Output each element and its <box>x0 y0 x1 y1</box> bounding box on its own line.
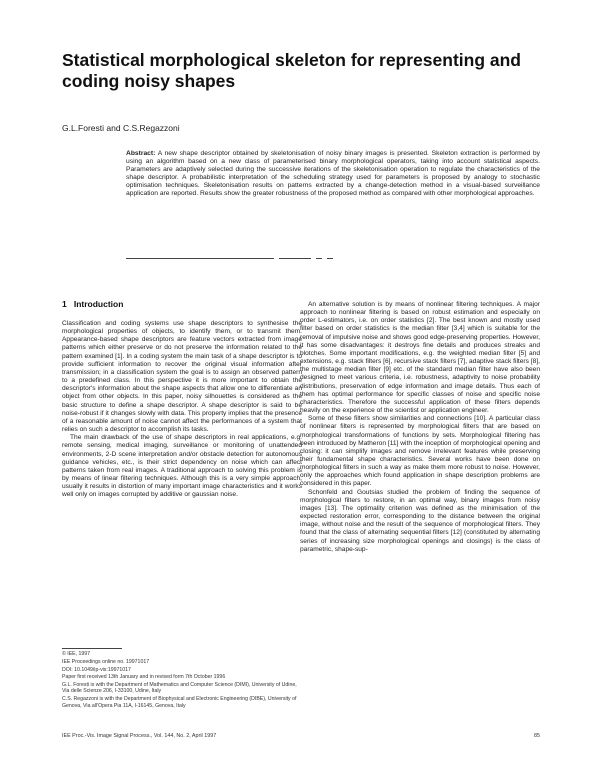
separator-rule-3 <box>316 258 322 259</box>
body-paragraph: Schonfeld and Goutsias studied the problem of finding the sequence of morphological filters to restore, in an optimal way, binary images from noisy images [13]. The optimality criterion was defined as the minimisation of the expected restoration error, corresponding to the distance between the original image, without noise and the result of the sequence of morphological filters. They found that the class of alternating sequential filters [12] (constituted by alternating series of increasing size morphological openings and closings) is the class of parametric, shape-sup- <box>300 488 540 553</box>
body-paragraph: The main drawback of the use of shape descriptors in real applications, e.g. remote sensing, medical imaging, surveillance or monitoring of unattended environments, 2-D scene interpretation and/or obstacle detection for autonomous guidance vehicles, etc., is their strict dependency on noise which can affect patterns taken from real images. A traditional approach to solving this problem is by means of linear filtering techniques. Although this is a very simple approach, usually it results in distortion of many important image characteristics and it works well only on images corrupted by additive or gaussian noise. <box>62 434 302 499</box>
paper-title: Statistical morphological skeleton for representing and coding noisy shapes <box>62 50 521 91</box>
abstract-label: Abstract: <box>126 150 156 157</box>
separator-rule-4 <box>327 258 333 259</box>
footnote-affiliation-2: C.S. Regazzoni is with the Department of Biophysical and Electronic Engineering (DIBE), University of Genova, Via all'Opera Pia 11A, I-16145, Genova, Italy <box>62 696 297 709</box>
journal-citation: IEE Proc.-Vis. Image Signal Process., Vol. 144, No. 2, April 1997 <box>62 733 217 739</box>
page-footer <box>62 733 540 739</box>
footnotes <box>62 651 302 710</box>
section-heading <box>62 299 123 309</box>
right-column <box>300 301 540 554</box>
footnote-online: IEE Proceedings online no. 19971017 <box>62 658 150 665</box>
paper-authors: G.L.Foresti and C.S.Regazzoni <box>62 123 180 133</box>
abstract-text: A new shape descriptor obtained by skeletonisation of noisy binary images is presented. Skeleton extraction is performed by using an algorithm based on a new class of parameterised binary morphological operators, taking into account statistical aspects. Parameters are adaptively selected during the successive iterations of the skeletonisation operation to regulate the characteristics of the shape descriptor. A probabilistic interpretation of the scheduling strategy used for parameters is proposed by analogy to stochastic optimisation techniques. Skeletonisation results on patterns extracted by a change-detection method in a visual-based surveillance application are reported. Results show the greater robustness of the proposed method as compared with other morphological approaches. <box>126 150 540 198</box>
body-paragraph: Some of these filters show similarities and connections [10]. A particular class of nonlinear filters is represented by morphological filters that are based on morphological transformations of functions by sets. Morphological filtering has been introduced by Matheron [11] with the inception of morphological opening and closing: it can simplify images and remove irrelevant features while preserving their fundamental shape characteristics. Several works have been done on morphological filters in such a way as make them more robust to noise. However, only the approaches which found application in shape description problems are considered in this paper. <box>300 415 540 488</box>
abstract <box>126 150 540 199</box>
section-title: Introduction <box>73 299 124 309</box>
footnote-rule <box>62 648 122 649</box>
separator-rule-1 <box>126 258 274 259</box>
body-paragraph: An alternative solution is by means of nonlinear filtering techniques. A major approach to nonlinear filtering is based on robust estimation and especially on order L-estimators, i.e. on order statistics [2]. The best known and mostly used filter based on order statistics is the median filter [3,4] which is suitable for the removal of impulsive noise and shows good edge-preserving properties. However, it has some disadvantages: it destroys fine details and produces streaks and blotches. Some important modifications, e.g. the weighted median filter [5] and extensions, e.g. stack filters [6], recursive stack filters [7], adaptive stack filters [8], the multistage median filter [9] etc. of the standard median filter have also been designed to meet various criteria, i.e. robustness, adaptivity to noise probability distributions, preservation of edge information and image details. Thus each of them has optimal performance for specific classes of noise and specific noise characteristics. Therefore the successful application of these filters depends heavily on the experience of the scientist or application engineer. <box>300 301 540 415</box>
footnote-copyright: © IEE, 1997 <box>62 651 91 657</box>
footnote-affiliation-1: G.L. Foresti is with the Department of Mathematics and Computer Science (DIMI), University of Udine, Via delle Scienze 206, I-33100, Udine, Italy <box>62 682 297 695</box>
page-number: 85 <box>534 733 540 739</box>
body-paragraph: Classification and coding systems use shape descriptors to synthesise the morphological properties of objects, to identify them, or to transmit them. Appearance-based shape descriptors are feature vectors extracted from image patterns which either preserve or do not preserve the information related to the pattern examined [1]. In a coding system the main task of a shape descriptor is to provide sufficient information to recover the original visual information after transmission; in a classification system the goal is to assign an observed pattern to a predefined class. In this perspective it is more important to obtain the descriptor's information about the shape aspects that allow one to differentiate an object from other objects. In this paper, noisy silhouettes is considered as the basic structure to define a shape descriptor. A shape descriptor is said to be noise-robust if it changes slowly with data. This property implies that the presence of a reasonable amount of noise cannot affect the performances of a system that relies on such a descriptor to accomplish its tasks. <box>62 320 302 434</box>
footnote-received: Paper first received 13th January and in revised form 7th October 1996 <box>62 674 226 681</box>
left-column <box>62 320 302 499</box>
separator-rule-2 <box>279 258 311 259</box>
footnote-doi: DOI: 10.1049/ip-vis:19971017 <box>62 666 131 673</box>
section-number: 1 <box>62 299 67 309</box>
